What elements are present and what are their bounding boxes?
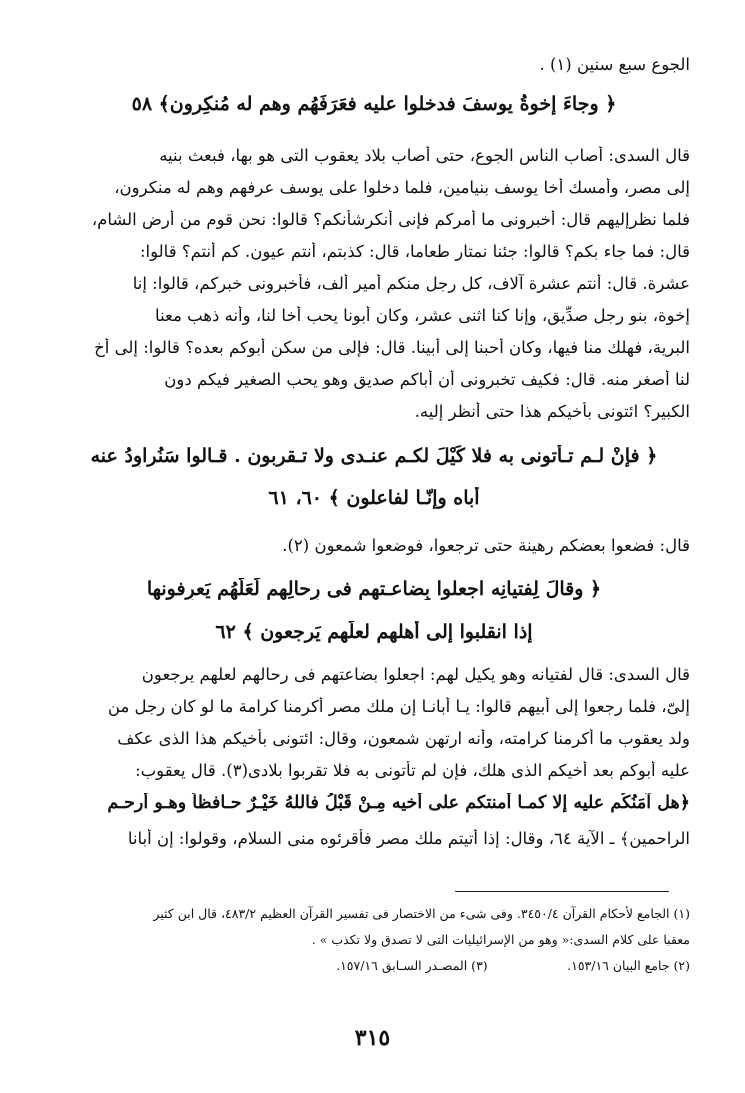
para1-line: لنا أصغر منه. قال: فكيف تخبرونى أن أباكم صديق وهو يحب الصغير فيكم دون [164,370,690,389]
para3-line: عليه أبوكم بعد أخيكم الذى هلك، فإن لم تأتونى به فلا تقربوا بلادى(٣). قال يعقوب: [135,761,690,780]
verse-60-61-line-2: أباه وإنّـا لفاعلون ﴾ ٦٠، ٦١ [268,487,480,509]
intro-line: الجوع سبع سنين (١) . [539,55,690,74]
para1-line: إخوة، بنو رجل صدِّيق، وإنا كنا اثنى عشر، وكان أبونا يحب أخا لنا، وأنه ذهب معنا [155,306,690,325]
page-number: ٣١٥ [354,1025,391,1051]
para1-line: قال: فما جاء بكم؟ قالوا: جئنا نمتار طعاما، قال: كذبتم، أنتم عيون. كم أنتم؟ قالوا: [139,242,690,261]
para3-line: إلىّ، فلما رجعوا إلى أبيهم قالوا: يـا أبانـا إن ملك مصر أكرمنا كرامة ما لو كان رجل من [107,697,690,716]
paragraph-2: قال: فضعوا بعضكم رهينة حتى ترجعوا، فوضعوا شمعون (٢). [282,536,690,555]
verse-58: ﴿ وجاءَ إخوةُ يوسفَ فدخلوا عليه فعَرَفَهُم وهم له مُنكِرون﴾ ٥٨ [131,93,617,115]
para3-verse-line: ﴿هل آمَنُكُم عليه إلا كمـا أمنتكم على أخيه مِـنْ قَبْلُ فاللهُ خَيْـرٌ حـافظاً وهـو أرحـم [107,793,690,813]
footnote-1: (١) الجامع لأحكام القرآن ٣٤٥٠/٤. وفى شىء من الاختصار فى تفسير القرآن العظيم ٤٨٣/٢، قال ابن كثير [153,906,690,921]
para1-line: فلما نظرإليهم قال: أخبرونى ما أمركم فإنى أنكرشأنكم؟ قالوا: نحن قوم من أرض الشام، [91,210,690,229]
para1-line: عشرة. قال: أنتم عشرة آلاف، كل رجل منكم أمير ألف، فأخبرونى خبركم، قالوا: إنا [132,274,690,293]
para1-line: إلى مصر، وأمسك أخا يوسف بنيامين، فلما دخلوا على يوسف عرفهم وهم له منكرون، [114,178,690,197]
verse-62-line-1: ﴿ وقالَ لِفتيانِه اجعلوا بِضاعـتهم فى رِحالِهم لَعَلَّهُم يَعرِفونها [146,578,602,600]
para3-line: الراحمين﴾ ـ الآية ٦٤، وقال: إذا أتيتم ملك مصر فأقرئوه منى السلام، وقولوا: إن أبانا [127,829,690,848]
footnote-1-continued: معقبا على كلام السدى:« وهو من الإسرائيليات التى لا تصدق ولا تكذب » . [311,932,690,947]
footnote-divider [455,891,669,892]
para1-line: البرية، فهلك منا فيها، وكان أحبنا إلى أبينا. قال: فإلى من سكن أبوكم بعده؟ قالوا: إلى أخ [94,338,690,357]
para1-line: الكبير؟ ائتونى بأخيكم هذا حتى أنظر إليه. [414,402,690,421]
verse-60-61-line-1: ﴿ فإنْ لـم تـأتونى به فلا كَيْلَ لكـم عنـدى ولا تـقربون . قـالوا سَنُراوِدُ عنه [90,445,658,467]
para1-line: قال السدى: أصاب الناس الجوع، حتى أصاب بلاد يعقوب التى هو بها، فبعث بنيه [159,146,690,165]
verse-62-line-2: إذا انقلبوا إلى أهلهم لعلّهم يَرجعون ﴾ ٦٢ [215,621,533,643]
para3-line: ولد يعقوب ما أكرمنا كرامته، وأنه ارتهن شمعون، وقال: ائتونى بأخيكم هذا الذى عكف [117,729,690,748]
para3-line: قال السدى: قال لفتيانه وهو يكيل لهم: اجعلوا بضاعتهم فى رحالهم لعلهم يرجعون [141,665,690,684]
footnote-2-3: (٢) جامع البيان ١٥٣/١٦. (٣) المصـدر السـابق ١٥٧/١٦. [336,958,690,973]
